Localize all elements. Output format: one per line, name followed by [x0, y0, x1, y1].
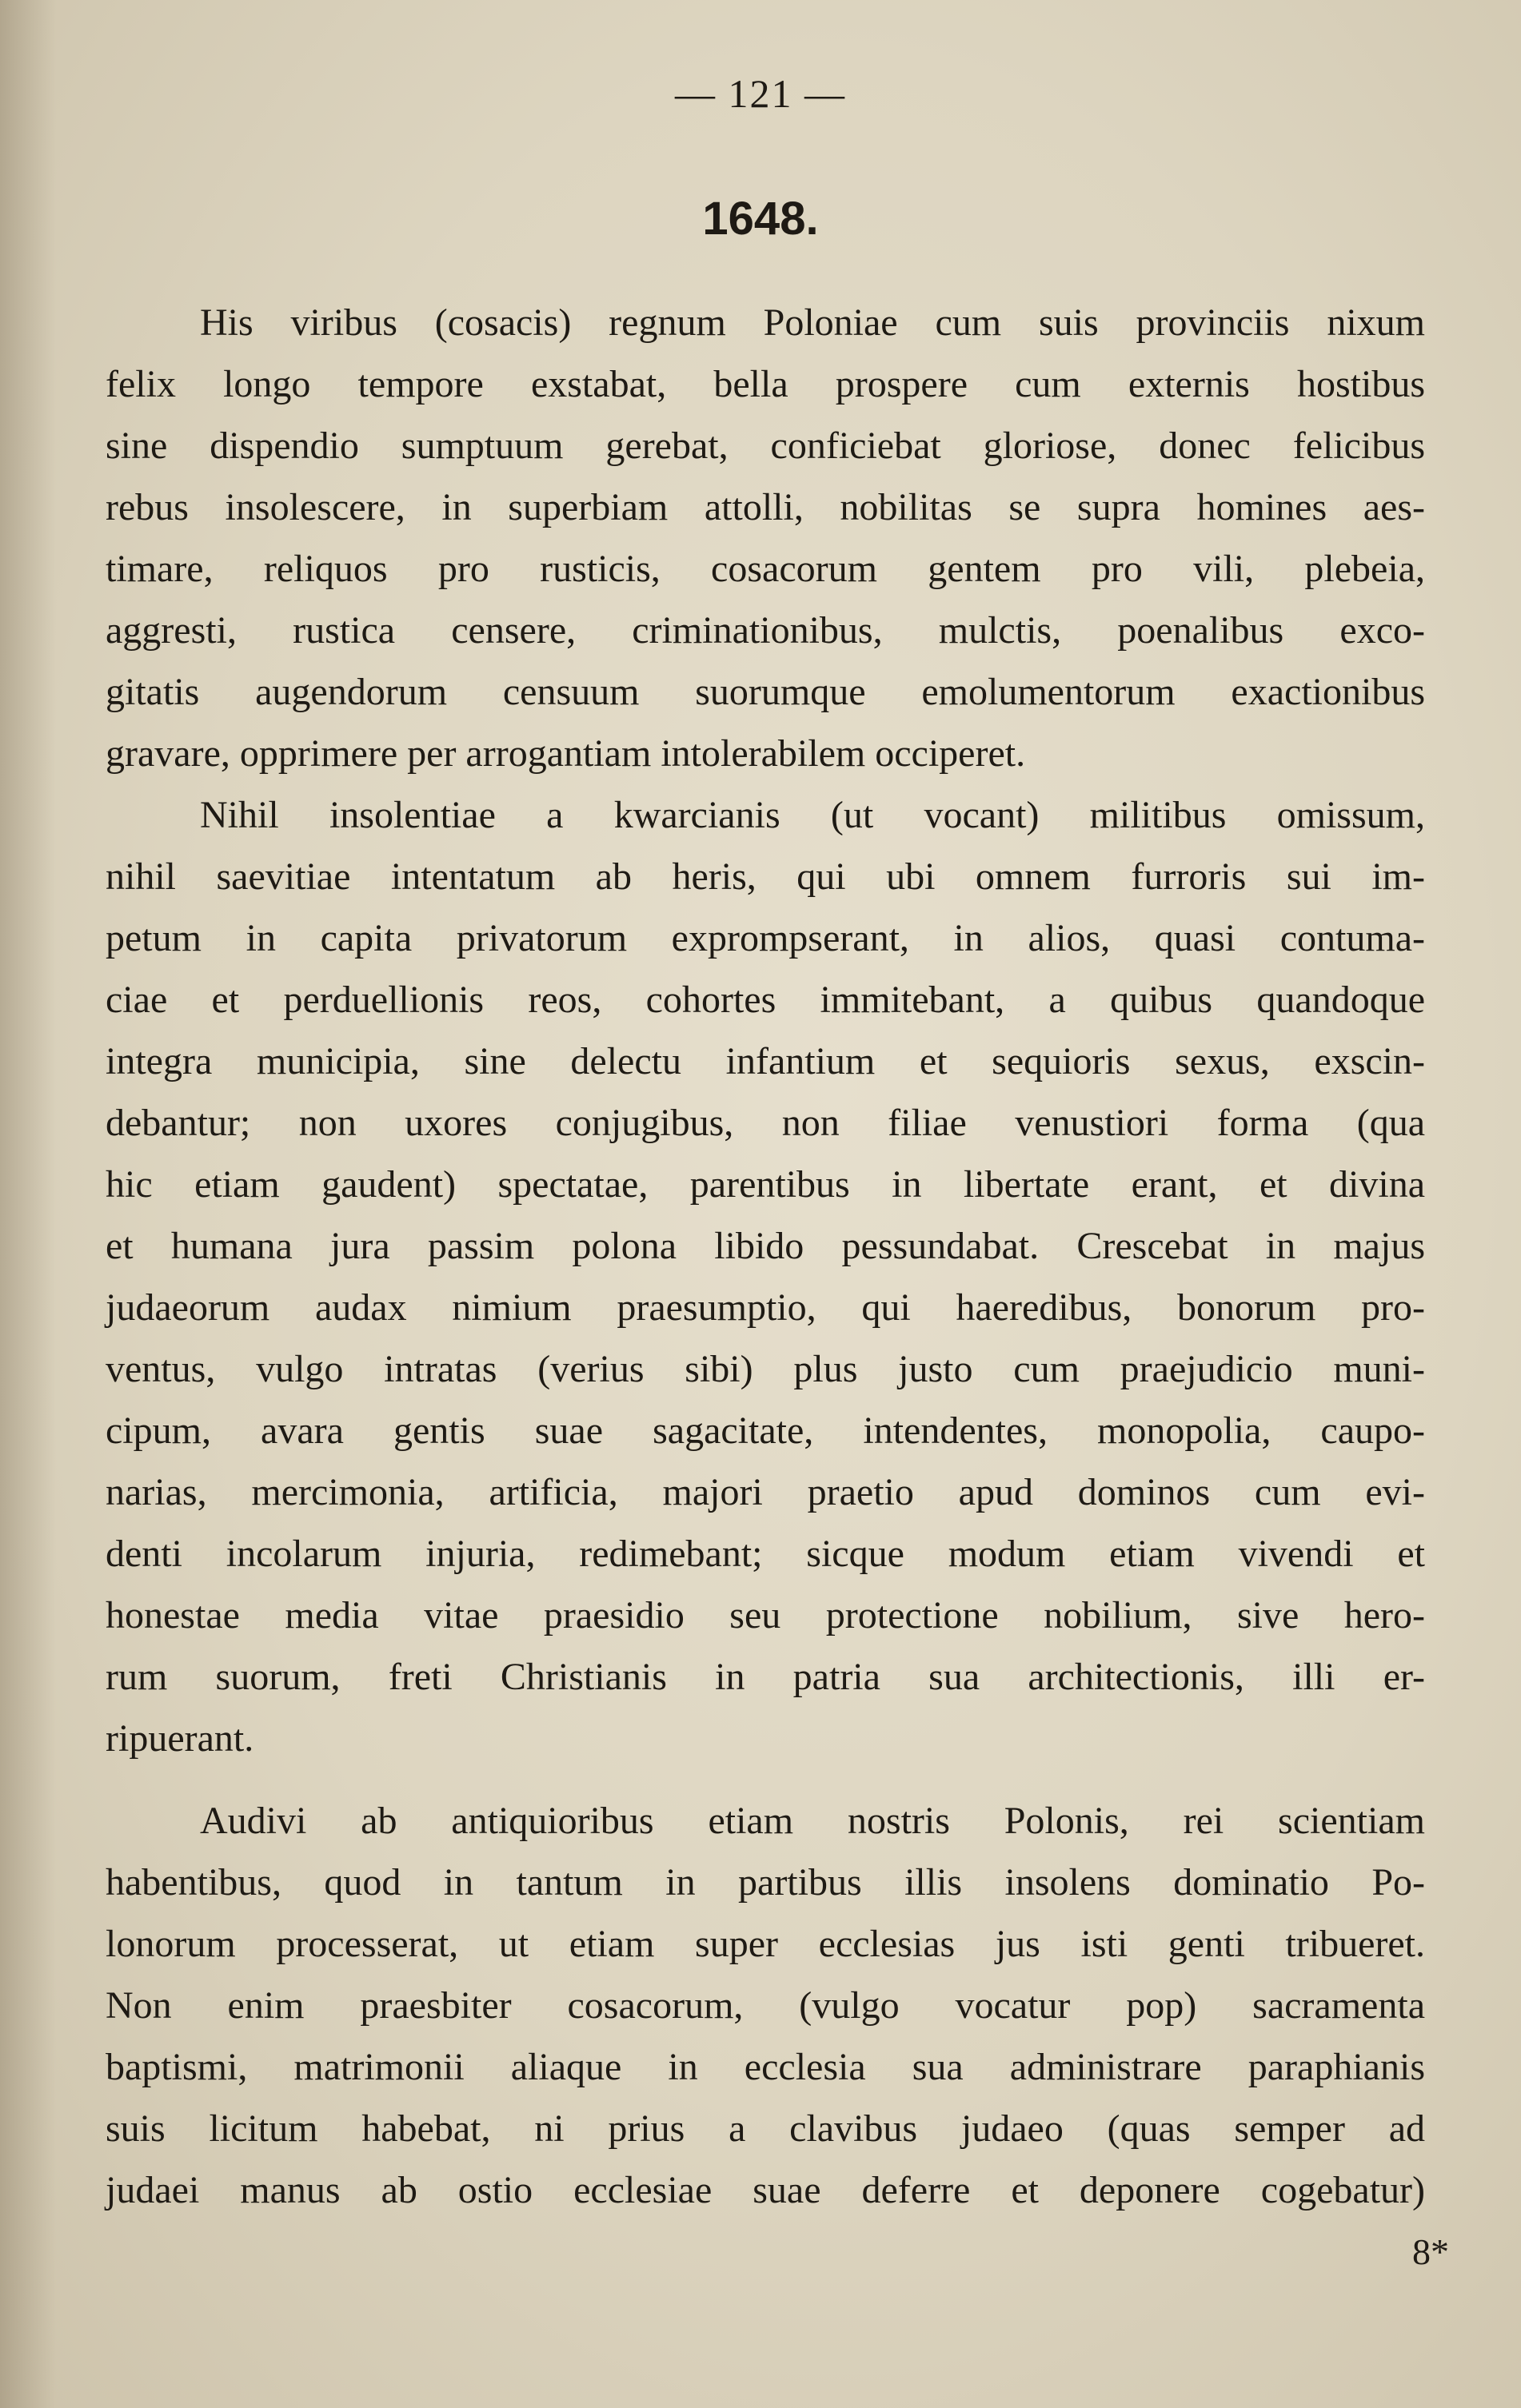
body-text: [106, 292, 1425, 2221]
text-line: sine dispendio sumptuum gerebat, conficiebat gloriose, donec felicibus: [106, 425, 1425, 467]
text-line: baptismi, matrimonii aliaque in ecclesia sua administrare paraphianis: [106, 2046, 1425, 2088]
text-line: cipum, avara gentis suae sagacitate, intendentes, monopolia, caupo-: [106, 1409, 1425, 1452]
paragraph-spacer: [106, 1769, 1425, 1790]
text-line: rum suorum, freti Christianis in patria sua architectionis, illi er-: [106, 1656, 1425, 1698]
paragraph-3: [106, 1790, 1425, 2221]
text-line: integra municipia, sine delectu infantium et sequioris sexus, exscin-: [106, 1040, 1425, 1082]
text-line: judaeorum audax nimium praesumptio, qui haeredibus, bonorum pro-: [106, 1286, 1425, 1329]
signature-mark: 8*: [1412, 2231, 1449, 2272]
text-line: lonorum processerat, ut etiam super ecclesias jus isti genti tribueret.: [106, 1923, 1425, 1965]
text-line: felix longo tempore exstabat, bella prospere cum externis hostibus: [106, 363, 1425, 405]
text-line: ventus, vulgo intratas (verius sibi) plus justo cum praejudicio muni-: [106, 1348, 1425, 1390]
text-line: His viribus (cosacis) regnum Poloniae cum suis provinciis nixum: [200, 301, 1425, 344]
text-line: ciae et perduellionis reos, cohortes immitebant, a quibus quandoque: [106, 979, 1425, 1021]
text-line: timare, reliquos pro rusticis, cosacorum gentem pro vili, plebeia,: [106, 548, 1425, 590]
text-line: Audivi ab antiquioribus etiam nostris Polonis, rei scientiam: [200, 1800, 1425, 1842]
text-line: judaei manus ab ostio ecclesiae suae deferre et deponere cogebatur): [106, 2169, 1425, 2211]
text-line: debantur; non uxores conjugibus, non filiae venustiori forma (qua: [106, 1102, 1425, 1144]
page-number: — 121 —: [675, 71, 846, 116]
text-line: gravare, opprimere per arrogantiam intolerabilem occiperet.: [106, 732, 1026, 775]
text-line: rebus insolescere, in superbiam attolli, nobilitas se supra homines aes-: [106, 486, 1425, 528]
text-line: aggresti, rustica censere, criminationibus, mulctis, poenalibus exco-: [106, 609, 1425, 652]
text-line: petum in capita privatorum exprompserant, in alios, quasi contuma-: [106, 917, 1425, 959]
text-line: habentibus, quod in tantum in partibus illis insolens dominatio Po-: [106, 1861, 1425, 1904]
text-line: nihil saevitiae intentatum ab heris, qui ubi omnem furroris sui im-: [106, 855, 1425, 898]
section-year-heading: 1648.: [702, 193, 819, 245]
paragraph-2: [106, 784, 1425, 1769]
text-line: ripuerant.: [106, 1717, 254, 1760]
text-line: gitatis augendorum censuum suorumque emolumentorum exactionibus: [106, 671, 1425, 713]
page-edge-shadow: [0, 0, 56, 2408]
text-line: hic etiam gaudent) spectatae, parentibus in libertate erant, et divina: [106, 1163, 1425, 1206]
text-line: Non enim praesbiter cosacorum, (vulgo vocatur pop) sacramenta: [106, 1984, 1425, 2027]
text-line: Nihil insolentiae a kwarcianis (ut vocant) militibus omissum,: [200, 794, 1425, 836]
text-line: denti incolarum injuria, redimebant; sicque modum etiam vivendi et: [106, 1533, 1425, 1575]
text-line: narias, mercimonia, artificia, majori praetio apud dominos cum evi-: [106, 1471, 1425, 1513]
text-line: et humana jura passim polona libido pessundabat. Crescebat in majus: [106, 1225, 1425, 1267]
paragraph-1: [106, 292, 1425, 784]
text-line: honestae media vitae praesidio seu protectione nobilium, sive hero-: [106, 1594, 1425, 1637]
text-line: suis licitum habebat, ni prius a clavibus judaeo (quas semper ad: [106, 2107, 1425, 2150]
